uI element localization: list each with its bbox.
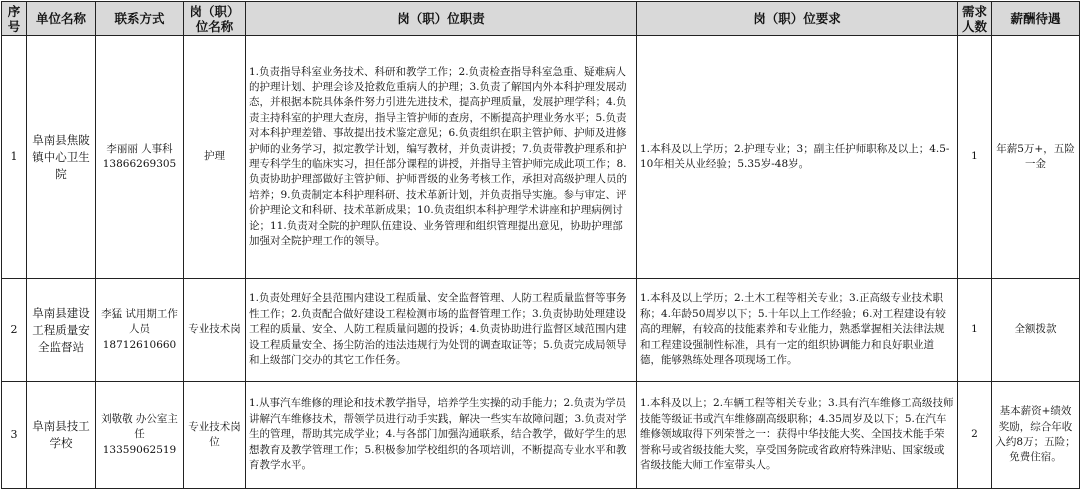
row-duties: 1.从事汽车维修的理论和技术教学指导，培养学生实操的动手能力；2.负责为学员讲解汽车维修技术，帮领学员进行动手实践，解决一些实车故障问题；3.负责对学生的管理，帮助其完成学业；4.与各部门加强沟通联系，结合教学，做好学生的思想教育及教学管理工作；5.积极参加学校组织的各项培训，不断提高专业水平和教育教学水平。 — [246, 382, 637, 489]
row-position: 护理 — [184, 36, 246, 279]
row-salary: 全额拨款 — [992, 279, 1080, 382]
row-duties: 1.负责指导科室业务技术、科研和教学工作；2.负责检查指导科室急重、疑难病人的护理计划、护理会诊及抢救危重病人的护理；3.负责了解国内外本科护理发展动态，并根据本院具体条件努力引进先进技术，提高护理质量，发展护理学科；4.负责主持科室的护理大查房，指导主管护师的查房，不断提高护理业务水平；5.负责对本科护理差错、事故提出技术鉴定意见；6.负责组织在职主管护师、护师及进修护师的业务学习，拟定教学计划，编写教材，并负责讲授；7.负责带教护理系和护理专科学生的临床实习，担任部分课程的讲授，并指导主管护师完成此项工作；8.负责协助护理部做好主管护师、护师晋级的业务考核工作，承担对高级护理人员的培养；9.负责制定本科护理科研、技术革新计划，并负责指导实施。参与审定、评价护理论文和科研、技术革新成果；10.负责组织本科护理学术讲座和护理病例讨论；11.负责对全院的护理队伍建设、业务管理和组织管理提出意见，协助护理部加强对全院护理工作的领导。 — [246, 36, 637, 279]
row-contact: 李丽丽 人事科 13866269305 — [96, 36, 184, 279]
row-duties: 1.负责处理好全县范围内建设工程质量、安全监督管理、人防工程质量监督等事务性工作；2.负责配合做好建设工程检测市场的监督管理工作；3.负责协助处理建设工程的质量、安全、人防工程质量问题的投诉；4.负责协助进行监督区域范围内建设工程质量安全、扬尘防治的违法违规行为处罚的调查取证等；5.负责完成局领导和上级部门交办的其它工作任务。 — [246, 279, 637, 382]
row-requirements: 1.本科及以上学历；2.护理专业；3；副主任护师职称及以上；4.5-10年相关从业经验；5.35岁-48岁。 — [637, 36, 958, 279]
header-unit: 单位名称 — [27, 2, 96, 36]
header-seq: 序号 — [2, 2, 27, 36]
row-count: 2 — [958, 382, 992, 489]
row-seq: 1 — [2, 36, 27, 279]
header-contact: 联系方式 — [96, 2, 184, 36]
header-salary: 薪酬待遇 — [992, 2, 1080, 36]
row-count: 1 — [958, 279, 992, 382]
header-count: 需求人数 — [958, 2, 992, 36]
row-seq: 3 — [2, 382, 27, 489]
row-unit: 阜南县焦陂镇中心卫生院 — [27, 36, 96, 279]
row-salary: 年薪5万+，五险一金 — [992, 36, 1080, 279]
row-count: 1 — [958, 36, 992, 279]
row-unit: 阜南县建设工程质量安全监督站 — [27, 279, 96, 382]
row-position: 专业技术岗位 — [184, 382, 246, 489]
header-requirements: 岗（职）位要求 — [637, 2, 958, 36]
table-row — [2, 382, 1080, 489]
row-contact: 刘敬敬 办公室主任 13359062519 — [96, 382, 184, 489]
row-unit: 阜南县技工学校 — [27, 382, 96, 489]
job-table — [1, 1, 1080, 489]
row-requirements: 1.本科及以上；2.车辆工程等相关专业；3.具有汽车维修工高级技师技能等级证书或汽车维修副高级职称；4.35周岁及以下；5.在汽车维修领域取得下列荣誉之一：获得中华技能大奖、全国技术能手荣誉称号或省级技能大奖，享受国务院或省政府特殊津贴、国家级或省级技能大师工作室带头人。 — [637, 382, 958, 489]
table-row — [2, 279, 1080, 382]
row-seq: 2 — [2, 279, 27, 382]
row-salary: 基本薪资+绩效奖励，综合年收入约8万；五险；免费住宿。 — [992, 382, 1080, 489]
table-row — [2, 36, 1080, 279]
header-row — [2, 2, 1080, 36]
header-duties: 岗（职）位职责 — [246, 2, 637, 36]
row-contact: 李猛 试用期工作人员 18712610660 — [96, 279, 184, 382]
header-position: 岗（职）位名称 — [184, 2, 246, 36]
row-requirements: 1.本科及以上学历；2.土木工程等相关专业；3.正高级专业技术职称；4.年龄50周岁以下；5.十年以上工作经验；6.对工程建设有较高的理解，有较高的技能素养和专业能力，熟悉掌握相关法律法规和工程建设强制性标准，具有一定的组织协调能力和良好职业道德，能够熟练处理各项现场工作。 — [637, 279, 958, 382]
row-position: 专业技术岗 — [184, 279, 246, 382]
